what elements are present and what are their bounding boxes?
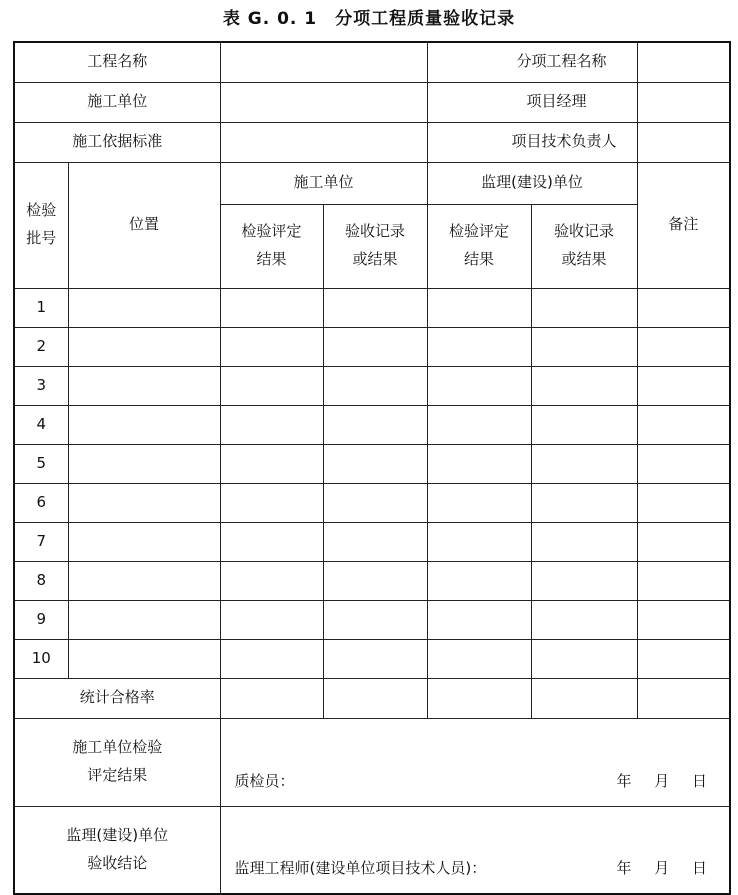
table-row — [14, 639, 730, 678]
table-cell[interactable] — [220, 444, 323, 483]
inspector-label: 质检员： — [234, 771, 295, 790]
header-row-2 — [14, 82, 730, 122]
table-cell[interactable] — [427, 483, 531, 522]
table-cell[interactable] — [323, 405, 427, 444]
position-header: 位置 — [68, 162, 220, 288]
batch-number: 9 — [14, 600, 68, 639]
table-cell[interactable] — [68, 483, 220, 522]
table-cell[interactable] — [531, 405, 637, 444]
table-cell[interactable] — [427, 405, 531, 444]
table-cell[interactable] — [68, 639, 220, 678]
pass-rate-cell[interactable] — [427, 678, 531, 718]
batch-no-header: 检验 批号 — [14, 162, 68, 288]
table-cell[interactable] — [323, 444, 427, 483]
date-label: 年 月 日 — [616, 859, 708, 878]
project-manager-label: 项目经理 — [427, 82, 637, 122]
technical-lead-label: 项目技术负责人 — [427, 122, 637, 162]
table-cell[interactable] — [637, 561, 730, 600]
construction-eval-row — [14, 718, 730, 806]
supervision-conclusion-row — [14, 806, 730, 894]
table-row — [14, 522, 730, 561]
batch-number: 5 — [14, 444, 68, 483]
table-cell[interactable] — [323, 327, 427, 366]
table-cell[interactable] — [68, 327, 220, 366]
table-cell[interactable] — [427, 600, 531, 639]
project-name-label: 工程名称 — [14, 42, 220, 82]
project-manager-value[interactable] — [637, 82, 730, 122]
supervision-signature-cell[interactable] — [220, 806, 730, 894]
pass-rate-label: 统计合格率 — [14, 678, 220, 718]
table-cell[interactable] — [531, 522, 637, 561]
table-cell[interactable] — [637, 483, 730, 522]
table-cell[interactable] — [220, 327, 323, 366]
basis-standard-value[interactable] — [220, 122, 427, 162]
batch-number: 4 — [14, 405, 68, 444]
subitem-name-label: 分项工程名称 — [427, 42, 637, 82]
table-cell[interactable] — [427, 522, 531, 561]
table-cell[interactable] — [637, 327, 730, 366]
remark-header: 备注 — [637, 162, 730, 288]
supervision-group-header: 监理(建设)单位 — [427, 162, 637, 204]
table-cell[interactable] — [323, 522, 427, 561]
table-cell[interactable] — [427, 366, 531, 405]
batch-number: 8 — [14, 561, 68, 600]
table-cell[interactable] — [427, 327, 531, 366]
pass-rate-cell[interactable] — [220, 678, 323, 718]
table-cell[interactable] — [68, 405, 220, 444]
table-cell[interactable] — [68, 600, 220, 639]
pass-rate-cell[interactable] — [531, 678, 637, 718]
supervisor-label: 监理工程师(建设单位项目技术人员)： — [234, 859, 487, 878]
pass-rate-cell[interactable] — [637, 678, 730, 718]
table-cell[interactable] — [68, 444, 220, 483]
table-row — [14, 366, 730, 405]
table-cell[interactable] — [637, 444, 730, 483]
column-header-row-1 — [14, 162, 730, 204]
table-cell[interactable] — [427, 639, 531, 678]
batch-number: 2 — [14, 327, 68, 366]
table-cell[interactable] — [220, 522, 323, 561]
table-cell[interactable] — [323, 366, 427, 405]
table-cell[interactable] — [220, 600, 323, 639]
technical-lead-value[interactable] — [637, 122, 730, 162]
table-cell[interactable] — [220, 366, 323, 405]
table-cell[interactable] — [531, 600, 637, 639]
header-row-3 — [14, 122, 730, 162]
table-cell[interactable] — [427, 561, 531, 600]
batch-number: 10 — [14, 639, 68, 678]
table-cell[interactable] — [323, 483, 427, 522]
table-row — [14, 288, 730, 327]
table-cell[interactable] — [68, 366, 220, 405]
table-row — [14, 600, 730, 639]
batch-number: 7 — [14, 522, 68, 561]
construction-record-header: 验收记录 或结果 — [323, 204, 427, 288]
table-row — [14, 327, 730, 366]
subitem-name-value[interactable] — [637, 42, 730, 82]
table-cell[interactable] — [323, 561, 427, 600]
table-cell[interactable] — [427, 288, 531, 327]
table-cell[interactable] — [637, 522, 730, 561]
basis-standard-label: 施工依据标准 — [14, 122, 220, 162]
table-cell[interactable] — [531, 483, 637, 522]
table-row — [14, 483, 730, 522]
table-cell[interactable] — [323, 600, 427, 639]
table-cell[interactable] — [68, 288, 220, 327]
construction-unit-label: 施工单位 — [14, 82, 220, 122]
table-cell[interactable] — [220, 405, 323, 444]
date-label: 年 月 日 — [616, 771, 708, 790]
table-cell[interactable] — [220, 639, 323, 678]
table-cell[interactable] — [637, 366, 730, 405]
header-row-1 — [14, 42, 730, 82]
construction-eval-label: 施工单位检验 评定结果 — [14, 718, 220, 806]
table-cell[interactable] — [427, 444, 531, 483]
table-cell[interactable] — [637, 600, 730, 639]
table-cell[interactable] — [531, 639, 637, 678]
construction-eval-header: 检验评定 结果 — [220, 204, 323, 288]
table-cell[interactable] — [220, 288, 323, 327]
table-cell[interactable] — [637, 288, 730, 327]
table-row — [14, 405, 730, 444]
construction-eval-signature-cell[interactable] — [220, 718, 730, 806]
construction-unit-value[interactable] — [220, 82, 427, 122]
table-row — [14, 444, 730, 483]
table-cell[interactable] — [323, 288, 427, 327]
table-cell[interactable] — [323, 639, 427, 678]
supervision-record-header: 验收记录 或结果 — [531, 204, 637, 288]
supervision-conclusion-label: 监理(建设)单位 验收结论 — [14, 806, 220, 894]
table-cell[interactable] — [531, 561, 637, 600]
table-row — [14, 561, 730, 600]
pass-rate-cell[interactable] — [323, 678, 427, 718]
table-cell[interactable] — [637, 405, 730, 444]
document-title: 表 G. 0. 1 分项工程质量验收记录 — [222, 9, 516, 29]
table-cell[interactable] — [531, 366, 637, 405]
table-cell[interactable] — [68, 522, 220, 561]
batch-number: 6 — [14, 483, 68, 522]
batch-number: 1 — [14, 288, 68, 327]
table-cell[interactable] — [220, 561, 323, 600]
pass-rate-row — [14, 678, 730, 718]
construction-group-header: 施工单位 — [220, 162, 427, 204]
table-cell[interactable] — [68, 561, 220, 600]
supervision-eval-header: 检验评定 结果 — [427, 204, 531, 288]
table-cell[interactable] — [220, 483, 323, 522]
table-cell[interactable] — [531, 444, 637, 483]
acceptance-record-table — [13, 41, 731, 895]
table-cell[interactable] — [637, 639, 730, 678]
table-cell[interactable] — [531, 288, 637, 327]
project-name-value[interactable] — [220, 42, 427, 82]
table-cell[interactable] — [531, 327, 637, 366]
batch-number: 3 — [14, 366, 68, 405]
